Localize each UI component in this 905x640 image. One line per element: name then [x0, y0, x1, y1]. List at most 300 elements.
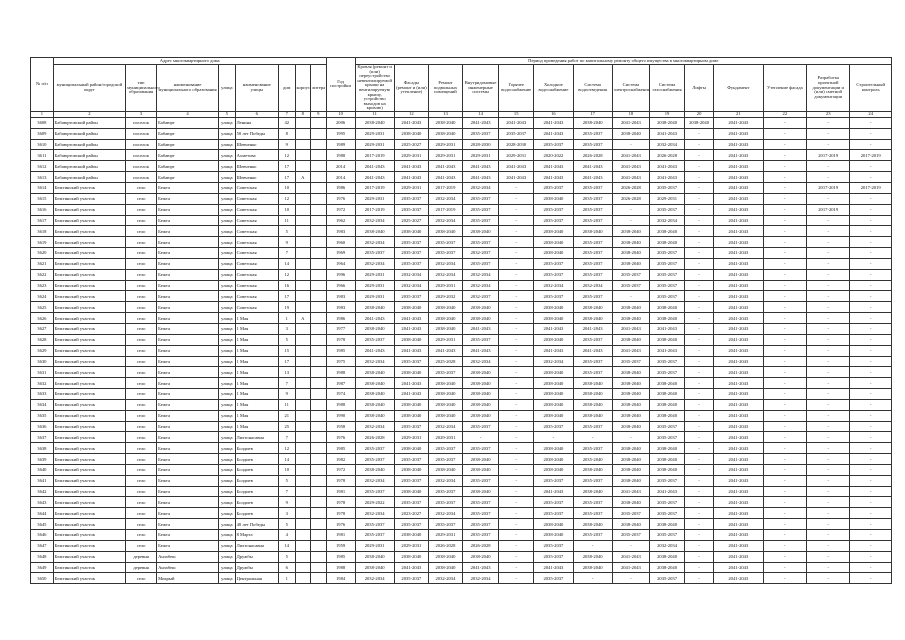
table-cell: Дружбы	[235, 562, 278, 573]
table-cell: село	[126, 389, 157, 400]
table-row	[31, 410, 892, 421]
table-cell: 2035-2037	[394, 248, 428, 259]
table-cell: -	[850, 530, 892, 541]
col-number: 12	[394, 111, 428, 117]
table-cell: 2038-2040	[428, 464, 462, 475]
table-cell: -	[499, 486, 534, 497]
table-cell: 1 Мая	[235, 410, 278, 421]
table-cell: село	[126, 367, 157, 378]
table-cell: Бежтинский участок	[53, 248, 125, 259]
table-cell: 2032-2034	[428, 215, 462, 226]
table-cell: 2035-2037	[394, 497, 428, 508]
table-cell: 2041-2043	[714, 117, 764, 128]
table-cell	[311, 378, 327, 389]
table-cell: 2035-2037	[649, 204, 684, 215]
table-cell: -	[685, 193, 714, 204]
table-cell	[295, 356, 311, 367]
col-number: 17	[573, 111, 612, 117]
table-cell: -	[850, 226, 892, 237]
table-cell: Болдиев	[235, 475, 278, 486]
col-number: 21	[714, 111, 764, 117]
table-cell: улица	[219, 573, 236, 584]
table-cell: улица	[219, 508, 236, 519]
table-cell: 2035-2037	[428, 486, 462, 497]
table-cell: -	[685, 139, 714, 150]
table-cell: 7	[278, 378, 295, 389]
col-header: Холодное водоснабжение	[534, 65, 573, 112]
table-row	[31, 280, 892, 291]
table-cell	[311, 161, 327, 172]
table-cell: -	[763, 454, 806, 465]
table-cell: -	[850, 215, 892, 226]
col-number: 19	[649, 111, 684, 117]
col-number: 15	[499, 111, 534, 117]
table-cell: улица	[219, 562, 236, 573]
table-cell: 2035-2037	[573, 215, 612, 226]
table-cell: 3623	[31, 280, 54, 291]
table-cell: 2038-2040	[355, 367, 394, 378]
table-cell: 2017-2019	[355, 204, 394, 215]
group-header-periods: Период проведения работ по капитальному ремонту общего имущества в многоквартирном доме	[355, 58, 891, 65]
table-cell: 2041-2043	[714, 486, 764, 497]
table-cell: 1 Мая	[235, 389, 278, 400]
table-cell: -	[763, 128, 806, 139]
table-cell: Бежтинский участок	[53, 389, 125, 400]
table-cell: 2041-2043	[714, 367, 764, 378]
table-row	[31, 128, 892, 139]
table-cell: село	[126, 313, 157, 324]
col-number: 11	[355, 111, 394, 117]
table-cell: 2041-2043	[714, 540, 764, 551]
table-cell: Бабаюртовский район	[53, 139, 125, 150]
table-cell: Советская	[235, 258, 278, 269]
table-cell: 2038-2040	[573, 399, 612, 410]
table-cell: 2038-2040	[428, 313, 462, 324]
table-row	[31, 302, 892, 313]
table-cell: 7	[278, 432, 295, 443]
table-cell: 2026-2028	[649, 150, 684, 161]
table-cell: 2032-2034	[428, 193, 462, 204]
table-cell: 2029-2031	[428, 432, 462, 443]
table-cell: 2035-2037	[355, 530, 394, 541]
table-cell: 16	[278, 280, 295, 291]
table-cell: 2038-2040	[462, 378, 498, 389]
table-cell: 2035-2037	[462, 497, 498, 508]
table-cell: -	[499, 551, 534, 562]
table-cell: 25	[278, 421, 295, 432]
table-cell: 2035-2037	[573, 356, 612, 367]
table-cell: -	[763, 193, 806, 204]
table-cell: -	[499, 291, 534, 302]
table-cell: 2038-2040	[685, 117, 714, 128]
table-cell: 11	[278, 215, 295, 226]
table-cell	[295, 497, 311, 508]
table-cell: -	[685, 486, 714, 497]
table-cell: Бежтинский участок	[53, 399, 125, 410]
table-cell: 2032-2034	[462, 280, 498, 291]
table-cell: 2038-2040	[612, 464, 649, 475]
table-cell: 8	[278, 128, 295, 139]
table-cell: 2041-2043	[714, 454, 764, 465]
table-cell: 2038-2040	[612, 497, 649, 508]
col-header: корпус	[295, 65, 311, 112]
table-cell: 1959	[326, 540, 355, 551]
table-row	[31, 313, 892, 324]
table-cell: Болдиев	[235, 508, 278, 519]
table-cell: 2035-2037	[649, 269, 684, 280]
table-cell: село	[126, 237, 157, 248]
table-row	[31, 421, 892, 432]
table-cell: -	[763, 226, 806, 237]
table-cell: 2041-2043	[499, 117, 534, 128]
table-cell: 2035-2037	[573, 248, 612, 259]
table-cell: 2020-2022	[534, 150, 573, 161]
table-cell: улица	[219, 497, 236, 508]
table-row	[31, 464, 892, 475]
table-cell: Бежта	[157, 540, 219, 551]
table-cell: село	[126, 497, 157, 508]
table-cell: улица	[219, 432, 236, 443]
table-cell: Бежтинский участок	[53, 313, 125, 324]
table-cell: 2032-2034	[534, 356, 573, 367]
table-cell: 2038-2040	[534, 443, 573, 454]
table-cell: 3647	[31, 540, 54, 551]
table-cell: 2041-2043	[714, 562, 764, 573]
table-cell: -	[462, 432, 498, 443]
table-cell: Бежта	[157, 443, 219, 454]
table-cell: -	[763, 399, 806, 410]
table-cell: 2038-2040	[462, 464, 498, 475]
table-cell: Бежта	[157, 313, 219, 324]
table-cell: -	[807, 399, 850, 410]
table-cell	[295, 139, 311, 150]
table-cell: -	[807, 269, 850, 280]
table-cell: Бежтинский участок	[53, 237, 125, 248]
table-cell: 5	[278, 519, 295, 530]
table-cell: 2035-2037	[462, 258, 498, 269]
table-cell: -	[573, 573, 612, 584]
table-row	[31, 139, 892, 150]
table-cell: Советская	[235, 237, 278, 248]
table-cell: -	[685, 410, 714, 421]
table-cell	[311, 443, 327, 454]
table-cell: Бежтинский участок	[53, 486, 125, 497]
table-cell: 2032-2034	[462, 183, 498, 194]
col-header: Система электроснабжения	[612, 65, 649, 112]
col-number: 1	[31, 111, 54, 117]
table-cell: 14	[278, 258, 295, 269]
table-cell: 1977	[326, 323, 355, 334]
table-cell: село	[126, 291, 157, 302]
table-cell: 2038-2040	[573, 389, 612, 400]
table-cell: -	[499, 410, 534, 421]
table-cell: -	[763, 410, 806, 421]
table-cell: 2038-2040	[355, 226, 394, 237]
table-cell: 1976	[326, 193, 355, 204]
capital-repair-table	[30, 57, 892, 584]
table-row	[31, 443, 892, 454]
table-cell: 2035-2037	[394, 454, 428, 465]
table-cell: 2028-2030	[462, 139, 498, 150]
table-cell: 2038-2040	[355, 378, 394, 389]
table-cell: -	[499, 356, 534, 367]
table-cell: 3635	[31, 410, 54, 421]
table-cell: Бежта	[157, 508, 219, 519]
table-cell: 2035-2037	[649, 475, 684, 486]
table-cell: 2029-2031	[428, 280, 462, 291]
table-cell: 2041-2043	[714, 226, 764, 237]
table-cell: Бежтинский участок	[53, 443, 125, 454]
table-cell: 1972	[326, 204, 355, 215]
table-cell: 2038-2040	[534, 530, 573, 541]
table-cell	[295, 443, 311, 454]
table-cell: -	[685, 345, 714, 356]
table-cell: 2035-2037	[612, 530, 649, 541]
table-cell: 1962	[326, 215, 355, 226]
table-cell: 2035-2037	[649, 356, 684, 367]
table-cell: -	[685, 269, 714, 280]
group-header-address: Адрес многоквартирного дома	[53, 58, 326, 65]
table-cell: 11	[278, 399, 295, 410]
table-cell: -	[499, 334, 534, 345]
table-cell	[311, 323, 327, 334]
table-cell: 2035-2037	[355, 486, 394, 497]
table-cell: 2038-2040	[355, 410, 394, 421]
table-cell: село	[126, 475, 157, 486]
table-cell: 2035-2037	[394, 237, 428, 248]
table-cell: 2041-2043	[534, 128, 573, 139]
table-cell: 2041-2043	[714, 269, 764, 280]
table-cell: 2032-2037	[462, 248, 498, 259]
table-cell: -	[763, 421, 806, 432]
table-row	[31, 345, 892, 356]
table-cell	[311, 258, 327, 269]
table-cell	[295, 291, 311, 302]
table-cell: 3625	[31, 302, 54, 313]
table-cell: 2035-2037	[462, 215, 498, 226]
table-cell: улица	[219, 367, 236, 378]
table-cell: 2035-2037	[573, 269, 612, 280]
table-cell: -	[685, 389, 714, 400]
table-cell: -	[534, 432, 573, 443]
table-cell: 3	[278, 323, 295, 334]
table-cell	[295, 389, 311, 400]
table-cell: -	[850, 454, 892, 465]
table-cell	[311, 193, 327, 204]
table-cell: Бежтинский участок	[53, 432, 125, 443]
table-cell: 2029-2031	[355, 540, 394, 551]
table-cell	[295, 530, 311, 541]
table-cell: -	[807, 117, 850, 128]
table-cell: 2041-2043	[462, 172, 498, 183]
table-cell: 2035-2037	[534, 475, 573, 486]
table-cell: -	[763, 519, 806, 530]
table-row	[31, 117, 892, 128]
table-cell: -	[763, 248, 806, 259]
table-cell: 17	[278, 291, 295, 302]
table-cell: 2038-2040	[534, 410, 573, 421]
table-cell: Бежта	[157, 389, 219, 400]
table-cell: -	[850, 356, 892, 367]
table-cell: улица	[219, 204, 236, 215]
table-cell: 2041-2043	[649, 323, 684, 334]
table-cell: 1995	[326, 128, 355, 139]
table-cell: 2041-2043	[714, 323, 764, 334]
table-cell: 1982	[326, 454, 355, 465]
table-cell: 2038-2040	[428, 226, 462, 237]
table-cell: 2038-2040	[394, 399, 428, 410]
table-cell: -	[850, 389, 892, 400]
table-cell: 2025-2027	[394, 215, 428, 226]
table-cell: 1990	[326, 410, 355, 421]
table-cell: -	[685, 454, 714, 465]
table-cell: -	[685, 399, 714, 410]
table-cell: 2041-2043	[462, 161, 498, 172]
table-cell: Мокрый	[157, 573, 219, 584]
table-cell: -	[763, 237, 806, 248]
table-cell: 1978	[326, 497, 355, 508]
table-cell: -	[499, 237, 534, 248]
table-cell: -	[850, 410, 892, 421]
table-cell: 50 лет Победы	[235, 128, 278, 139]
col-header: наименование муниципального образования	[157, 65, 219, 112]
table-cell: -	[499, 519, 534, 530]
table-cell	[311, 356, 327, 367]
table-cell: Бабаюртовский район	[53, 117, 125, 128]
table-cell: 1978	[326, 508, 355, 519]
table-cell: -	[807, 421, 850, 432]
table-cell: Бежтинский участок	[53, 454, 125, 465]
table-cell: 2041-2043	[714, 530, 764, 541]
table-cell: 2041-2043	[714, 508, 764, 519]
table-cell: 2038-2040	[428, 410, 462, 421]
table-cell: 2041-2043	[499, 161, 534, 172]
table-cell: село	[126, 323, 157, 334]
table-cell: 2041-2043	[714, 443, 764, 454]
table-cell: 1 Мая	[235, 367, 278, 378]
table-cell	[311, 313, 327, 324]
table-cell: 2038-2040	[649, 551, 684, 562]
table-cell: 2041-2043	[714, 204, 764, 215]
table-cell: 2038-2040	[649, 562, 684, 573]
table-cell: Ахметова	[235, 150, 278, 161]
table-cell: Бабаюрт	[157, 117, 219, 128]
table-cell: -	[763, 323, 806, 334]
table-cell: Бежтинский участок	[53, 464, 125, 475]
col-number: 10	[326, 111, 355, 117]
table-row	[31, 486, 892, 497]
table-cell: 2041-2043	[394, 172, 428, 183]
table-cell: -	[807, 356, 850, 367]
table-cell: -	[685, 248, 714, 259]
table-cell: 1	[278, 573, 295, 584]
table-cell: 14	[278, 454, 295, 465]
col-header: Система газоснабжения	[649, 65, 684, 112]
table-cell: -	[499, 193, 534, 204]
table-cell: 2041-2043	[714, 172, 764, 183]
table-cell: 2035-2037	[394, 193, 428, 204]
table-cell: Бежта	[157, 454, 219, 465]
table-cell: 2038-2040	[355, 562, 394, 573]
table-cell: -	[807, 291, 850, 302]
table-cell: 3609	[31, 128, 54, 139]
table-cell: 2035-2037	[573, 530, 612, 541]
table-cell: -	[685, 551, 714, 562]
table-cell: 2038-2040	[355, 399, 394, 410]
table-cell: 2029-2031	[355, 269, 394, 280]
table-cell	[295, 204, 311, 215]
table-cell: 2041-2043	[394, 562, 428, 573]
col-number: 7	[278, 111, 295, 117]
col-header: Фундамент	[714, 65, 764, 112]
table-cell: 2025-2027	[394, 139, 428, 150]
table-cell: улица	[219, 183, 236, 194]
table-cell: 2041-2043	[394, 345, 428, 356]
table-cell: 2038-2040	[394, 464, 428, 475]
table-cell: 40 лет Победы	[235, 519, 278, 530]
table-cell: -	[850, 128, 892, 139]
table-cell: -	[499, 269, 534, 280]
table-cell: 2035-2037	[462, 443, 498, 454]
table-cell: 9	[278, 497, 295, 508]
table-cell: поселок	[126, 139, 157, 150]
table-cell: село	[126, 464, 157, 475]
table-cell: 2038-2040	[355, 302, 394, 313]
table-cell: 2032-2034	[355, 237, 394, 248]
table-cell: улица	[219, 421, 236, 432]
table-cell: 2038-2040	[649, 302, 684, 313]
table-cell: Бежтинский участок	[53, 280, 125, 291]
table-cell: -	[763, 562, 806, 573]
table-cell	[295, 302, 311, 313]
table-cell: Бежта	[157, 280, 219, 291]
table-cell: 2041-2043	[499, 172, 534, 183]
table-cell: 2032-2034	[534, 280, 573, 291]
table-cell: 2035-2037	[462, 128, 498, 139]
table-cell: 2038-2040	[534, 519, 573, 530]
table-cell: -	[807, 551, 850, 562]
table-cell: 2038-2040	[612, 389, 649, 400]
table-cell: 2038-2040	[649, 443, 684, 454]
table-cell: 1 Мая	[235, 378, 278, 389]
table-cell: деревня	[126, 551, 157, 562]
table-cell: 2035-2037	[573, 475, 612, 486]
table-cell: 10	[278, 204, 295, 215]
table-cell: 2035-2037	[355, 454, 394, 465]
table-cell: 2038-2040	[612, 378, 649, 389]
table-cell: -	[685, 334, 714, 345]
table-cell: -	[850, 345, 892, 356]
table-cell: 3649	[31, 562, 54, 573]
table-cell: 2017-2019	[355, 183, 394, 194]
table-cell: -	[807, 540, 850, 551]
table-cell	[295, 258, 311, 269]
table-cell: 9	[278, 237, 295, 248]
table-cell: 2035-2037	[462, 204, 498, 215]
table-cell: -	[685, 367, 714, 378]
table-cell: 2029-2031	[355, 291, 394, 302]
table-cell: 2038-2040	[573, 410, 612, 421]
table-cell	[311, 172, 327, 183]
table-cell: улица	[219, 399, 236, 410]
table-cell: Болдиев	[235, 497, 278, 508]
table-cell: -	[685, 128, 714, 139]
table-cell: -	[612, 215, 649, 226]
table-cell: 2038-2040	[649, 313, 684, 324]
table-cell: 2041-2043	[462, 562, 498, 573]
table-cell: -	[807, 378, 850, 389]
table-cell: -	[807, 193, 850, 204]
